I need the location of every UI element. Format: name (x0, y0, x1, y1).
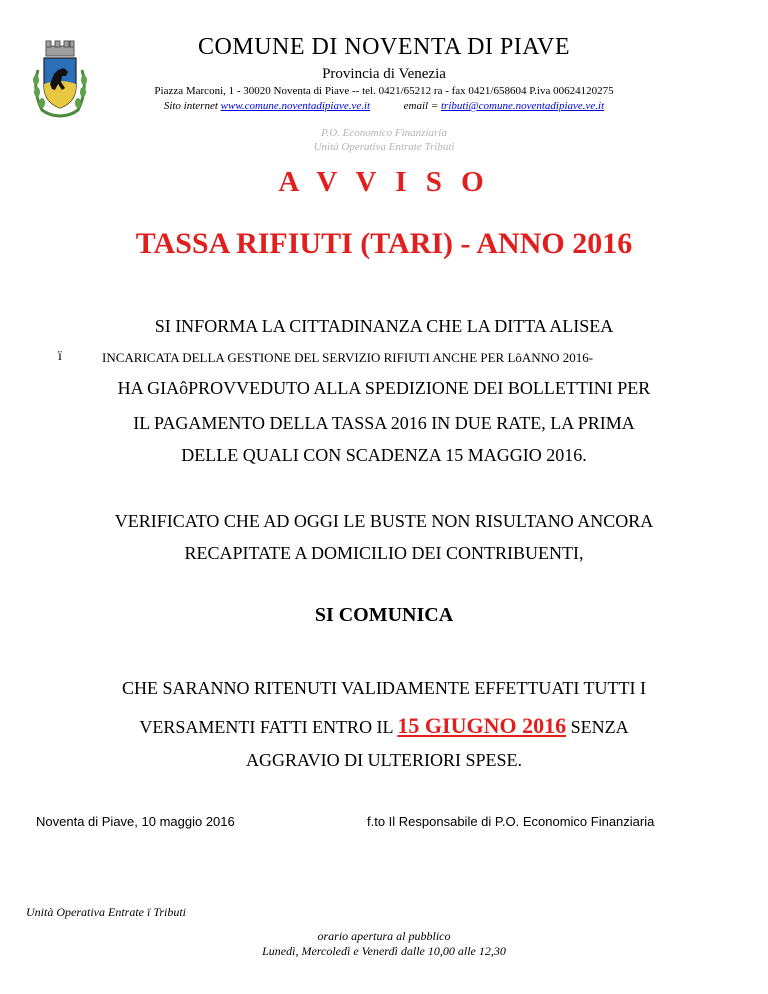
avviso-heading: A V V I S O (278, 166, 490, 198)
notice-line-7: RECAPITATE A DOMICILIO DEI CONTRIBUENTI, (184, 543, 584, 563)
notice-line-2: INCARICATA DELLA GESTIONE DEL SERVIZIO RIFIUTI ANCHE PER LôANNO 2016- (102, 350, 594, 365)
notice-line-9 (0, 713, 768, 739)
line-9-suffix: SENZA (566, 717, 629, 737)
notice-line-4: IL PAGAMENTO DELLA TASSA 2016 IN DUE RATE, LA PRIMA (133, 413, 635, 433)
notice-headline: TASSA RIFIUTI (TARI) - ANNO 2016 (135, 227, 633, 260)
website-link[interactable]: www.comune.noventadipiave.ve.it (220, 100, 371, 112)
notice-line-8: CHE SARANNO RITENUTI VALIDAMENTE EFFETTUATI TUTTI I (122, 678, 646, 698)
notice-line-5: DELLE QUALI CON SCADENZA 15 MAGGIO 2016. (181, 445, 587, 465)
footer-office: Unità Operativa Entrate ï Tributi (26, 905, 187, 919)
province-name: Provincia di Venezia (322, 66, 446, 82)
notice-line-6: VERIFICATO CHE AD OGGI LE BUSTE NON RISULTANO ANCORA (114, 511, 654, 531)
office-line-2: Unità Operativa Entrate Tributi (313, 141, 455, 153)
comune-title: COMUNE DI NOVENTA DI PIAVE (198, 34, 570, 60)
opening-hours-title: orario apertura al pubblico (317, 929, 451, 943)
notice-line-3: HA GIAôPROVVEDUTO ALLA SPEDIZIONE DEI BOLLETTINI PER (117, 378, 651, 398)
signer-line: f.to Il Responsabile di P.O. Economico Finanziaria (367, 814, 655, 829)
email-label: email = (403, 100, 439, 112)
web-email-line (0, 100, 768, 112)
opening-hours: Lunedì, Mercoledì e Venerdì dalle 10,00 alle 12,30 (262, 944, 506, 958)
website-label: Sito internet (163, 100, 218, 112)
office-line-1: P.O. Economico Finanziaria (321, 127, 447, 139)
notice-line-10: AGGRAVIO DI ULTERIORI SPESE. (245, 750, 523, 770)
si-comunica-heading: SI COMUNICA (314, 604, 454, 626)
place-and-date: Noventa di Piave, 10 maggio 2016 (36, 814, 235, 829)
notice-line-1: SI INFORMA LA CITTADINANZA CHE LA DITTA ALISEA (154, 316, 614, 336)
deadline-date: 15 GIUGNO 2016 (397, 713, 567, 738)
contact-address: Piazza Marconi, 1 - 30020 Noventa di Piave -- tel. 0421/65212 ra - fax 0421/658604 P.iva 00624120275 (154, 85, 614, 97)
line-9-prefix: VERSAMENTI FATTI ENTRO IL (139, 717, 398, 737)
email-link[interactable]: tributi@comune.noventadipiave.ve.it (441, 100, 605, 112)
bullet-glyph: ï (58, 349, 62, 364)
